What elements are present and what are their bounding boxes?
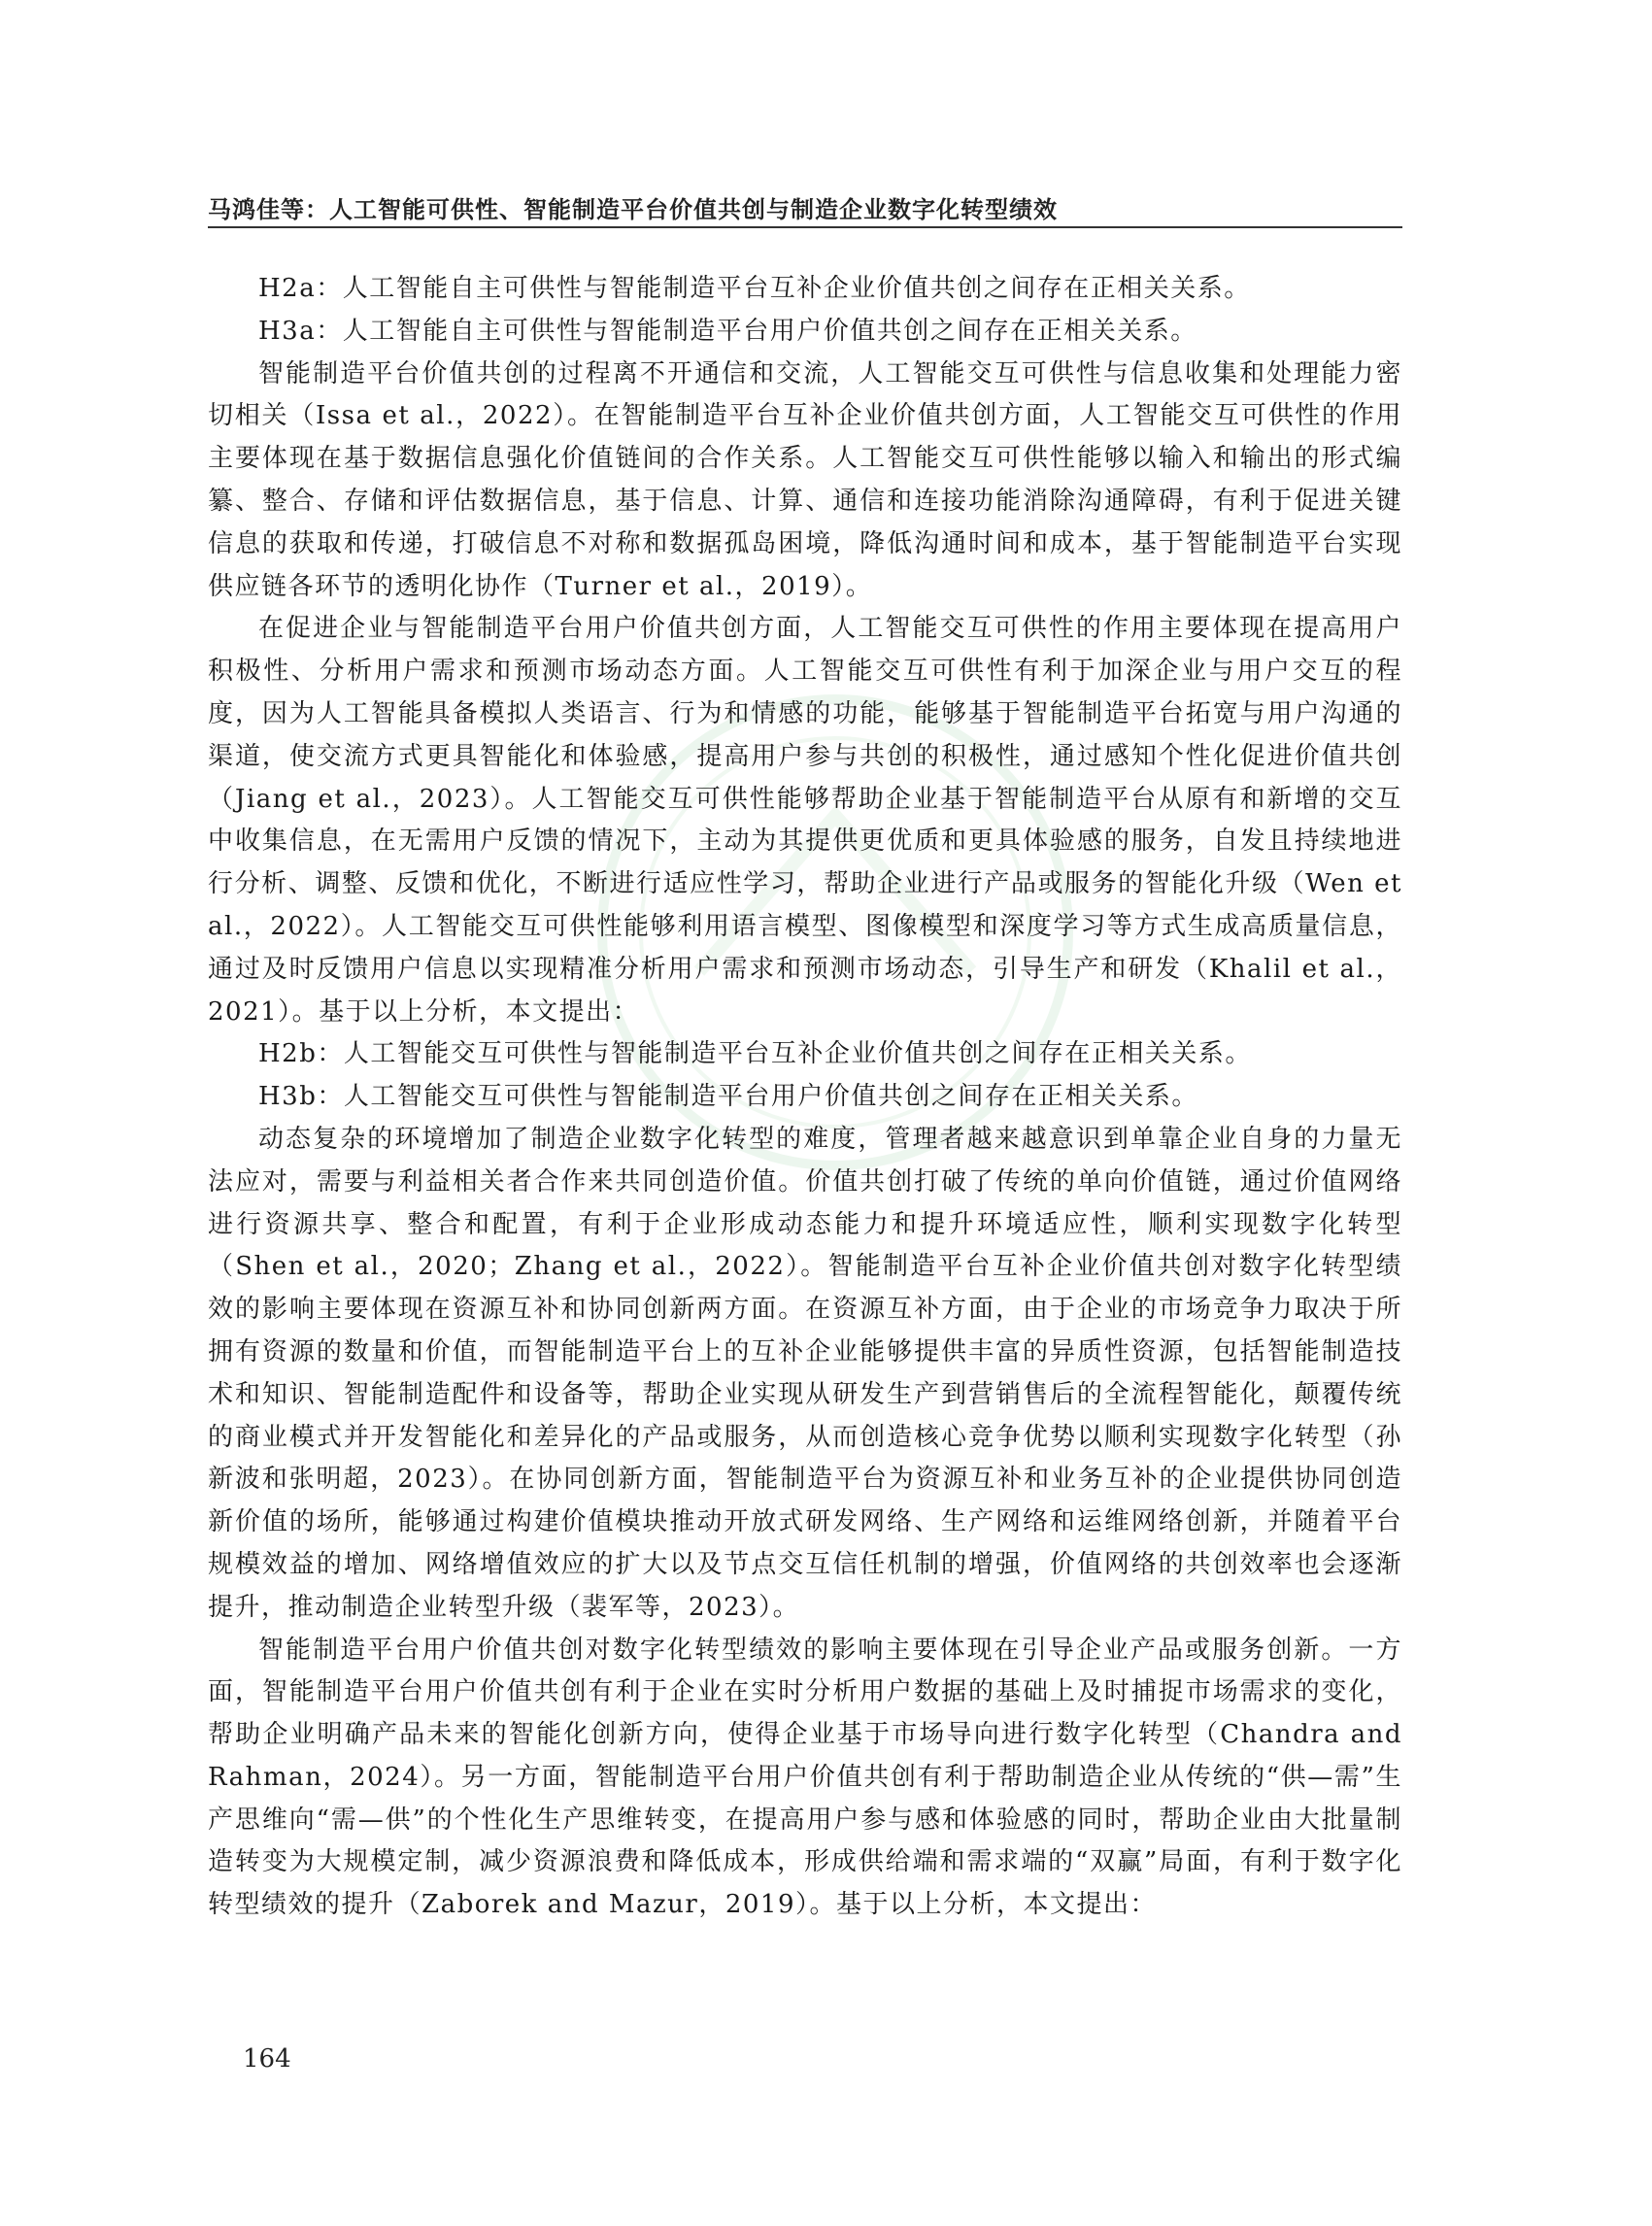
hypothesis-h3b: H3b：人工智能交互可供性与智能制造平台用户价值共创之间存在正相关关系。 [258, 1082, 1198, 1112]
page-number: 164 [243, 2044, 291, 2074]
hypothesis-h3a: H3a：人工智能自主可供性与智能制造平台用户价值共创之间存在正相关关系。 [258, 316, 1197, 346]
paragraph: 在促进企业与智能制造平台用户价值共创方面，人工智能交互可供性的作用主要体现在提高用户积极性、分析用户需求和预测市场动态方面。人工智能交互可供性有利于加深企业与用户交互的程度，因为人工智能具备模拟人类语言、行为和情感的功能，能够基于智能制造平台拓宽与用户沟通的渠道，使交流方式更具智能化和体验感，提高用户参与共创的积极性，通过感知个性化促进价值共创（Jiang et al.，2023）。人工智能交互可供性能够帮助企业基于智能制造平台从原有和新增的交互中收集信息，在无需用户反馈的情况下，主动为其提供更优质和更具体验感的服务，自发且持续地进行分析、调整、反馈和优化，不断进行适应性学习，帮助企业进行产品或服务的智能化升级（Wen et al.，2022）。人工智能交互可供性能够利用语言模型、图像模型和深度学习等方式生成高质量信息，通过及时反馈用户信息以实现精准分析用户需求和预测市场动态，引导生产和研发（Khalil et al.，2021）。基于以上分析，本文提出： [208, 614, 1402, 1027]
paragraph: 动态复杂的环境增加了制造企业数字化转型的难度，管理者越来越意识到单靠企业自身的力量无法应对，需要与利益相关者合作来共同创造价值。价值共创打破了传统的单向价值链，通过价值网络进行资源共享、整合和配置，有利于企业形成动态能力和提升环境适应性，顺利实现数字化转型（Shen et al.，2020；Zhang et al.，2022）。智能制造平台互补企业价值共创对数字化转型绩效的影响主要体现在资源互补和协同创新两方面。在资源互补方面，由于企业的市场竞争力取决于所拥有资源的数量和价值，而智能制造平台上的互补企业能够提供丰富的异质性资源，包括智能制造技术和知识、智能制造配件和设备等，帮助企业实现从研发生产到营销售后的全流程智能化，颠覆传统的商业模式并开发智能化和差异化的产品或服务，从而创造核心竞争优势以顺利实现数字化转型（孙新波和张明超，2023）。在协同创新方面，智能制造平台为资源互补和业务互补的企业提供协同创造新价值的场所，能够通过构建价值模块推动开放式研发网络、生产网络和运维网络创新，并随着平台规模效益的增加、网络增值效应的扩大以及节点交互信任机制的增强，价值网络的共创效率也会逐渐提升，推动制造企业转型升级（裴军等，2023）。 [208, 1124, 1402, 1622]
hypothesis-h2a: H2a：人工智能自主可供性与智能制造平台互补企业价值共创之间存在正相关关系。 [258, 274, 1251, 303]
header-rule [208, 226, 1402, 228]
hypothesis-h2b: H2b：人工智能交互可供性与智能制造平台互补企业价值共创之间存在正相关关系。 [258, 1039, 1252, 1069]
paragraph: 智能制造平台价值共创的过程离不开通信和交流，人工智能交互可供性与信息收集和处理能力密切相关（Issa et al.，2022）。在智能制造平台互补企业价值共创方面，人工智能交互可供性的作用主要体现在基于数据信息强化价值链间的合作关系。人工智能交互可供性能够以输入和输出的形式编纂、整合、存储和评估数据信息，基于信息、计算、通信和连接功能消除沟通障碍，有利于促进关键信息的获取和传递，打破信息不对称和数据孤岛困境，降低沟通时间和成本，基于智能制造平台实现供应链各环节的透明化协作（Turner et al.，2019）。 [208, 358, 1402, 601]
paragraph: 智能制造平台用户价值共创对数字化转型绩效的影响主要体现在引导企业产品或服务创新。一方面，智能制造平台用户价值共创有利于企业在实时分析用户数据的基础上及时捕捉市场需求的变化，帮助企业明确产品未来的智能化创新方向，使得企业基于市场导向进行数字化转型（Chandra and Rahman，2024）。另一方面，智能制造平台用户价值共创有利于帮助制造企业从传统的“供—需”生产思维向“需—供”的个性化生产思维转变，在提高用户参与感和体验感的同时，帮助企业由大批量制造转变为大规模定制，减少资源浪费和降低成本，形成供给端和需求端的“双赢”局面，有利于数字化转型绩效的提升（Zaborek and Mazur，2019）。基于以上分析，本文提出： [208, 1635, 1402, 1920]
body-text [208, 268, 1402, 1927]
running-header: 马鸿佳等：人工智能可供性、智能制造平台价值共创与制造企业数字化转型绩效 [208, 196, 1058, 223]
